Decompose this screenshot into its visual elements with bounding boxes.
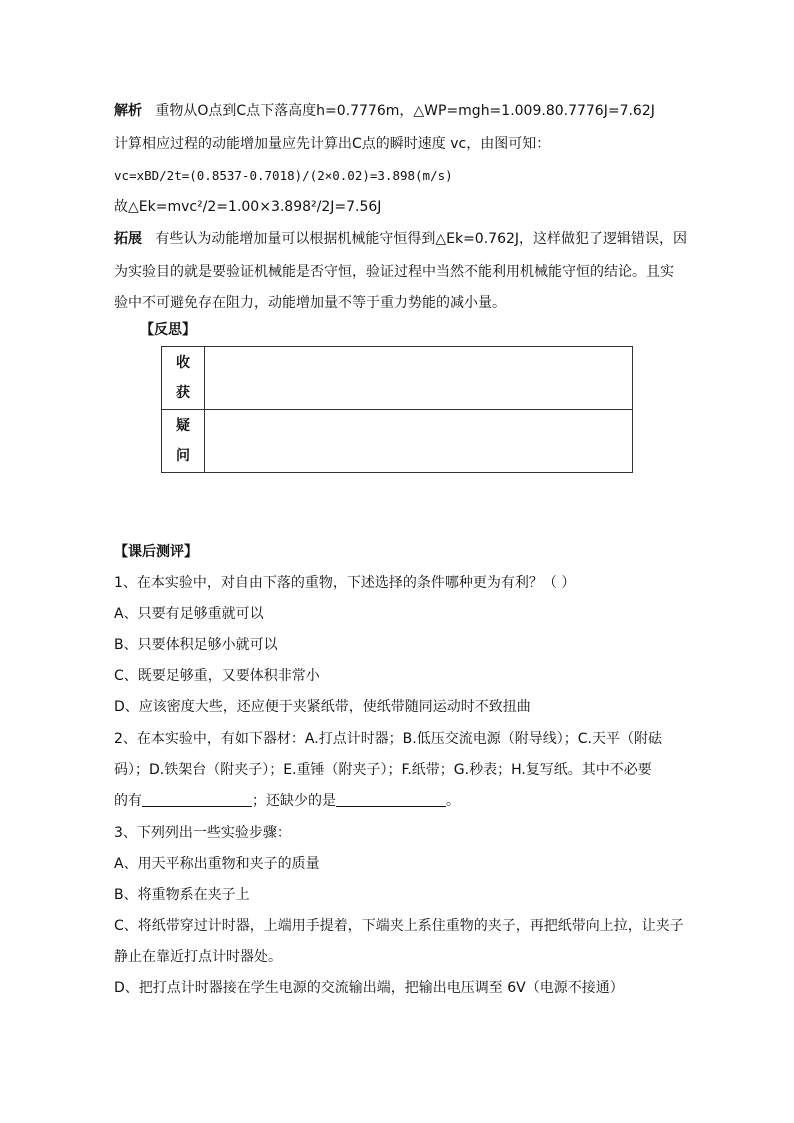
reflection-label-question bbox=[162, 410, 205, 473]
q3-step-c-continued: 静止在靠近打点计时器处。 bbox=[114, 949, 282, 965]
analysis-line-1 bbox=[114, 101, 655, 121]
analysis-line-4: 故△Ek=mvc²/2=1.00×3.898²/2J=7.56J bbox=[114, 199, 382, 215]
q3-step-c: C、将纸带穿过计时器，上端用手提着，下端夹上系住重物的夹子，再把纸带向上拉，让夹子 bbox=[114, 918, 684, 934]
analysis-line-2: 计算相应过程的动能增加量应先计算出C点的瞬时速度 vc，由图可知： bbox=[114, 136, 551, 152]
analysis-text-1: 重物从O点到C点下落高度h=0.7776m，△WP=mgh=1.009.80.7776J=7.62J bbox=[155, 103, 655, 119]
reflection-row-gain bbox=[162, 347, 633, 410]
question-3: 3、下列列出一些实验步骤： bbox=[114, 825, 291, 841]
q2-text-c: 。 bbox=[446, 793, 460, 809]
reflection-char: 问 bbox=[176, 448, 190, 464]
q3-step-b: B、将重物系在夹子上 bbox=[114, 887, 250, 903]
q3-step-d: D、把打点计时器接在学生电源的交流输出端，把输出电压调至 6V（电源不接通） bbox=[114, 980, 624, 996]
reflection-row-question bbox=[162, 410, 633, 473]
q1-option-a: A、只要有足够重就可以 bbox=[114, 606, 264, 622]
answer-blank-unnecessary[interactable] bbox=[142, 792, 252, 807]
question-2-line-2: 码）；D.铁架台（附夹子）；E.重锤（附夹子）；F.纸带；G.秒表；H.复写纸。其中不必要 bbox=[114, 762, 652, 778]
analysis-line-3: vc=xBD/2t=(0.8537-0.7018)/(2×0.02)=3.898(m/s) bbox=[114, 168, 453, 183]
reflection-char: 收 bbox=[176, 355, 190, 371]
reflection-cell-question[interactable] bbox=[205, 410, 633, 473]
extension-label: 拓展 bbox=[114, 231, 142, 247]
question-2-line-3 bbox=[114, 791, 460, 811]
reflection-cell-gain[interactable] bbox=[205, 347, 633, 410]
extension-line-2: 为实验目的就是要验证机械能是否守恒，验证过程中当然不能利用机械能守恒的结论。且实 bbox=[114, 264, 674, 280]
reflection-table bbox=[161, 346, 633, 473]
q1-option-c: C、既要足够重，又要体积非常小 bbox=[114, 668, 320, 684]
answer-blank-missing[interactable] bbox=[336, 792, 446, 807]
analysis-label: 解析 bbox=[114, 103, 142, 119]
q2-text-a: 的有 bbox=[114, 793, 142, 809]
q2-text-b: ；还缺少的是 bbox=[252, 793, 336, 809]
test-heading: 【课后测评】 bbox=[114, 544, 198, 560]
reflection-heading: 【反思】 bbox=[140, 322, 196, 338]
reflection-label-gain bbox=[162, 347, 205, 410]
reflection-char: 疑 bbox=[176, 418, 190, 434]
q3-step-a: A、用天平称出重物和夹子的质量 bbox=[114, 856, 320, 872]
q1-option-d: D、应该密度大些，还应便于夹紧纸带，使纸带随同运动时不致扭曲 bbox=[114, 699, 531, 715]
extension-text-1: 有些认为动能增加量可以根据机械能守恒得到△Ek=0.762J，这样做犯了逻辑错误，因 bbox=[155, 231, 688, 247]
question-1: 1、在本实验中，对自由下落的重物，下述选择的条件哪种更为有利？（ ） bbox=[114, 575, 576, 591]
reflection-char: 获 bbox=[176, 385, 190, 401]
extension-line-1 bbox=[114, 229, 687, 249]
question-2-line-1: 2、在本实验中，有如下器材：A.打点计时器；B.低压交流电源（附导线）；C.天平（附砝 bbox=[114, 731, 662, 747]
q1-option-b: B、只要体积足够小就可以 bbox=[114, 637, 278, 653]
extension-line-3: 验中不可避免存在阻力，动能增加量不等于重力势能的减小量。 bbox=[114, 295, 506, 311]
